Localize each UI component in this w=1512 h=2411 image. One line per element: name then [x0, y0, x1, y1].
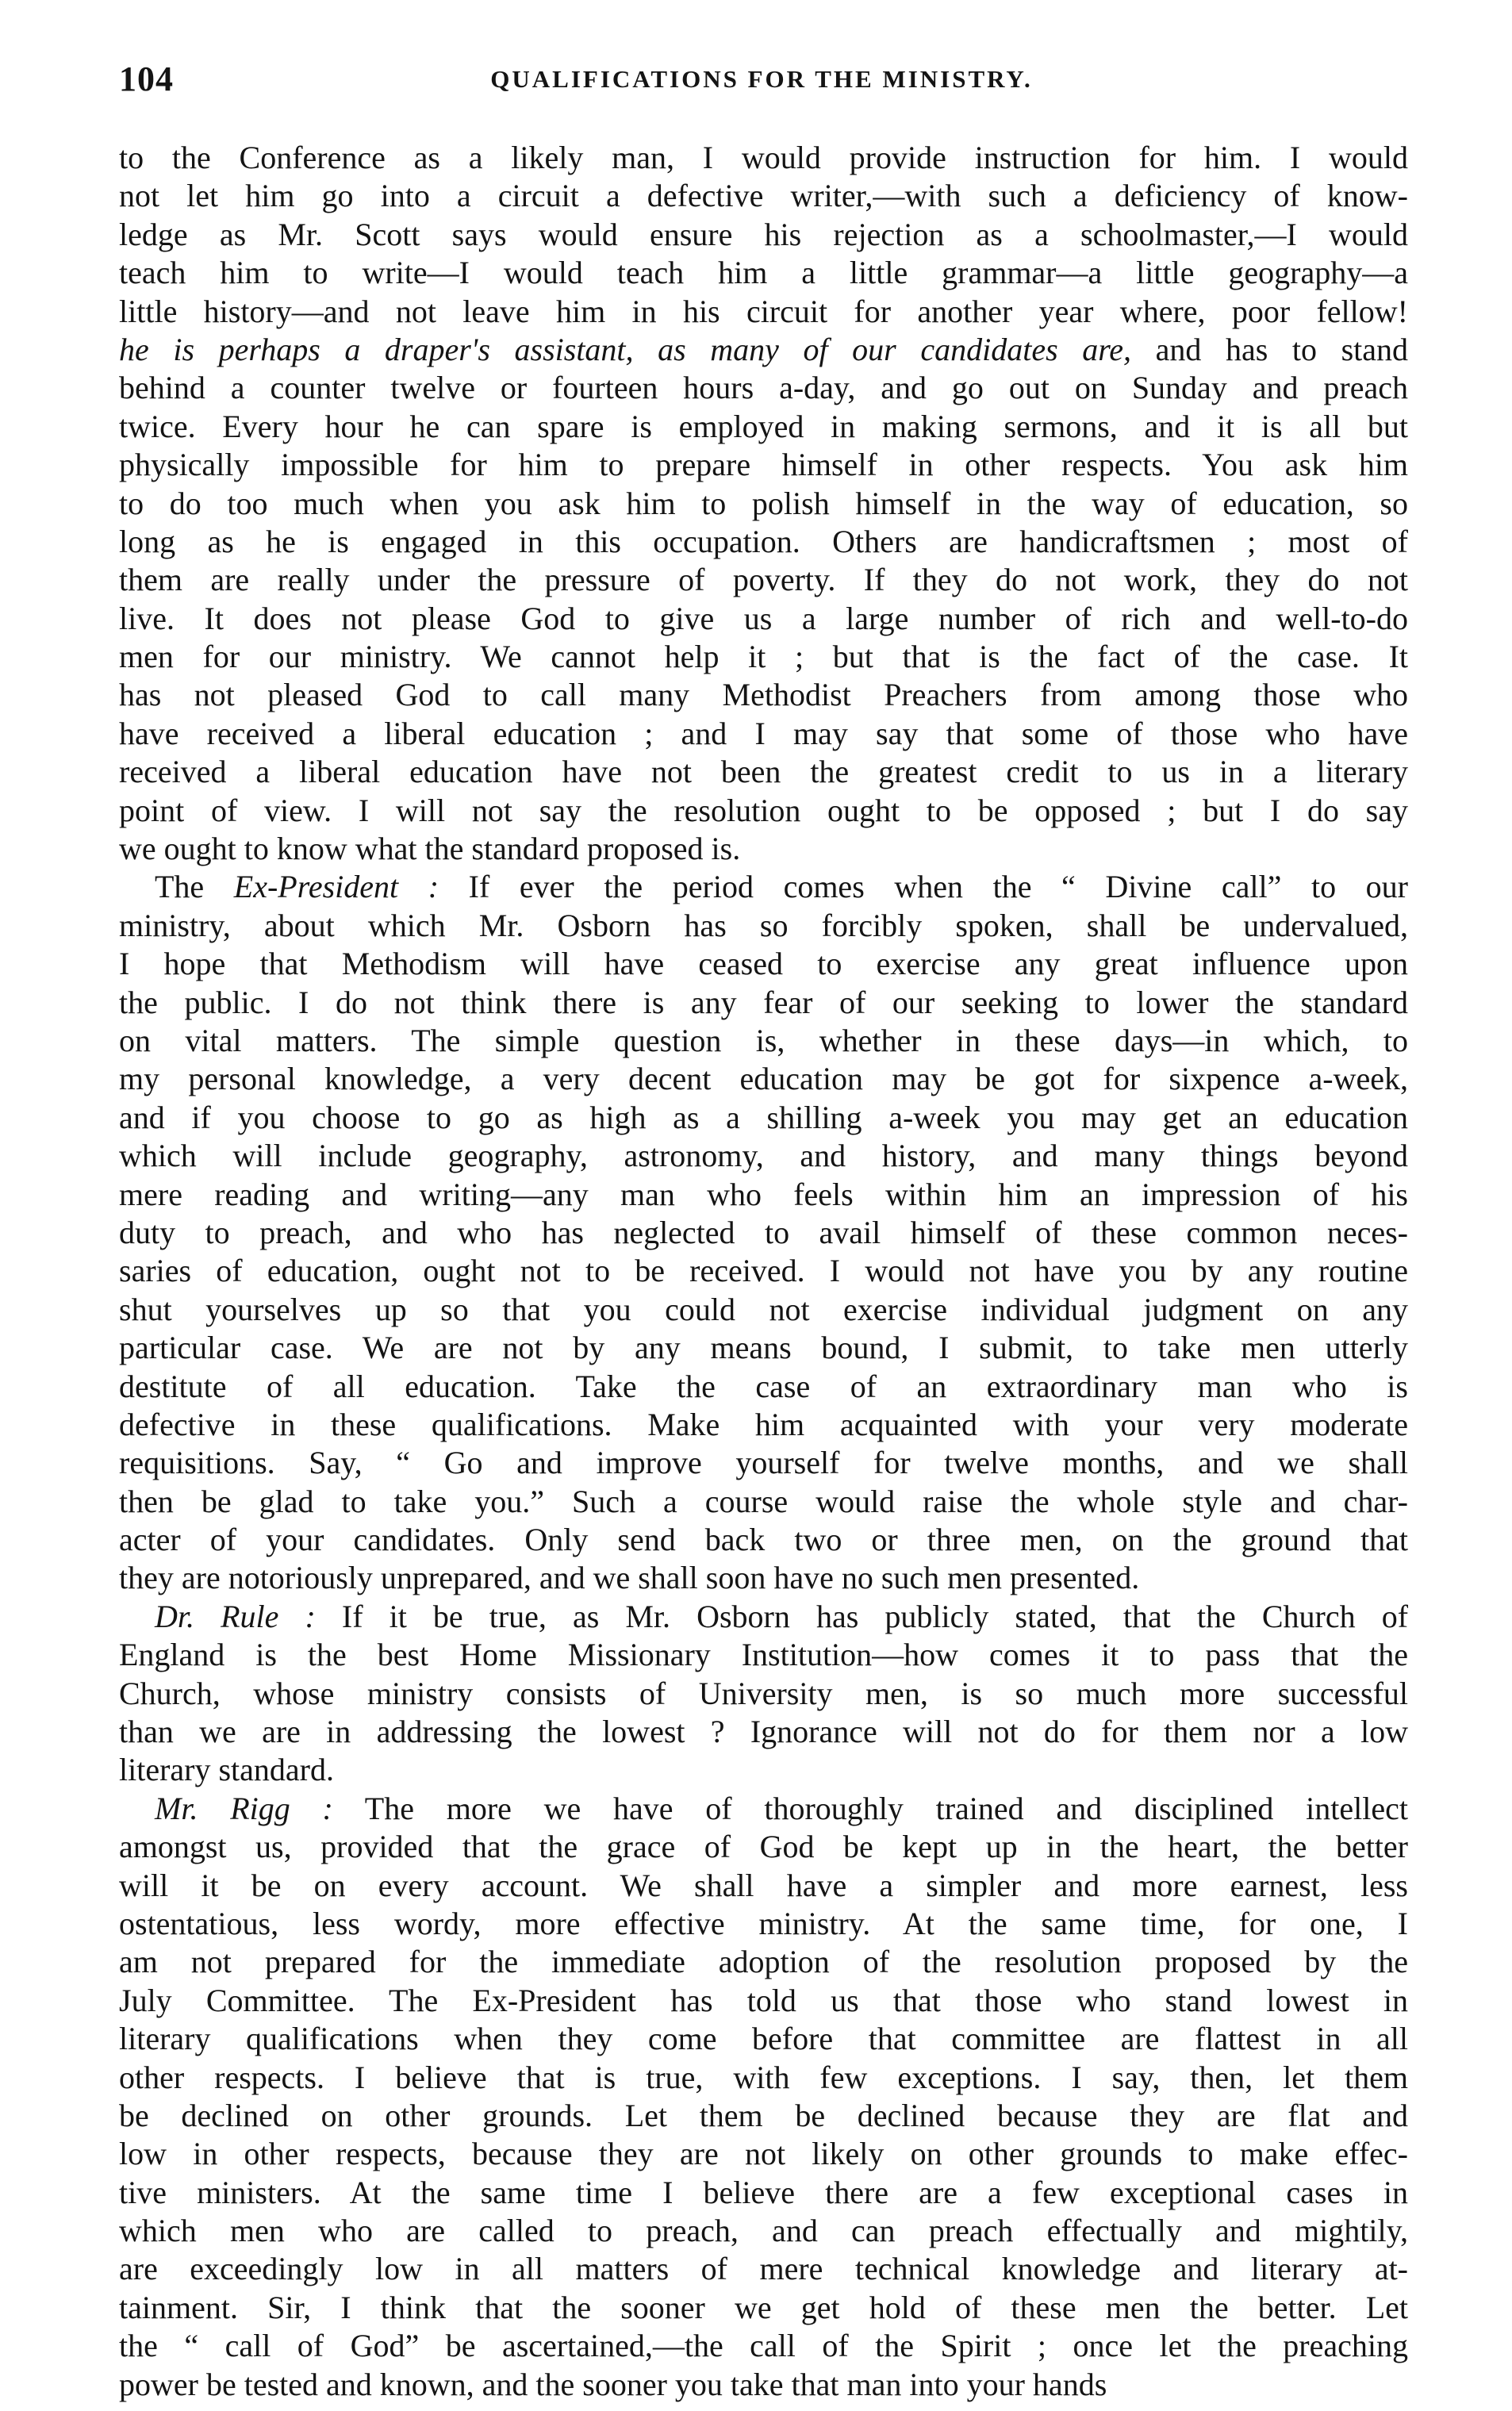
- line-text: am not prepared for the immediate adoption of the resolution proposed by the: [119, 1944, 1408, 1980]
- text-line: [119, 1751, 1408, 1789]
- line-text: destitute of all education. Take the case of an extraordinary man who is: [119, 1368, 1408, 1404]
- text-line: [119, 907, 1408, 945]
- body-text: [119, 139, 1408, 2404]
- line-text: duty to preach, and who has neglected to avail himself of these common neces-: [119, 1214, 1408, 1250]
- line-lead: The: [155, 869, 234, 905]
- text-line: [119, 1291, 1408, 1329]
- running-title: QUALIFICATIONS FOR THE MINISTRY.: [490, 65, 1033, 93]
- line-text: England is the best Home Missionary Institution—how comes it to pass that the: [119, 1637, 1408, 1673]
- text-line: [119, 1444, 1408, 1482]
- line-text: they are notoriously unprepared, and we shall soon have no such men presented.: [119, 1560, 1140, 1596]
- text-line: [119, 2097, 1408, 2135]
- line-text: literary standard.: [119, 1752, 334, 1788]
- text-line: [119, 2135, 1408, 2173]
- line-text: which will include geography, astronomy, and history, and many things beyond: [119, 1138, 1408, 1174]
- speaker-name: Mr. Rigg :: [155, 1790, 333, 1826]
- line-text: physically impossible for him to prepare himself in other respects. You ask him: [119, 447, 1408, 483]
- line-text: and has to stand: [1131, 331, 1408, 367]
- text-line: [119, 369, 1408, 407]
- text-line: [119, 753, 1408, 791]
- text-line: [119, 1982, 1408, 2020]
- line-text: behind a counter twelve or fourteen hours a-day, and go out on Sunday and preach: [119, 370, 1408, 406]
- text-line: [119, 1943, 1408, 1981]
- line-text: to the Conference as a likely man, I would provide instruction for him. I would: [119, 140, 1408, 175]
- line-text: have received a liberal education ; and I may say that some of those who have: [119, 715, 1408, 751]
- text-line: [119, 1598, 1408, 1636]
- line-text: mere reading and writing—any man who feels within him an impression of his: [119, 1176, 1408, 1212]
- text-line: [119, 293, 1408, 331]
- text-line: [119, 1867, 1408, 1905]
- line-text: acter of your candidates. Only send back two or three men, on the ground that: [119, 1522, 1408, 1558]
- text-line: [119, 945, 1408, 983]
- text-line: [119, 1790, 1408, 1828]
- text-line: [119, 523, 1408, 561]
- line-text: Church, whose ministry consists of University men, is so much more successful: [119, 1675, 1408, 1711]
- line-text: twice. Every hour he can spare is employed in making sermons, and it is all but: [119, 408, 1408, 444]
- text-line: [119, 1214, 1408, 1252]
- line-text: shut yourselves up so that you could not exercise individual judgment on any: [119, 1291, 1408, 1327]
- text-line: [119, 1252, 1408, 1290]
- line-text: the public. I do not think there is any fear of our seeking to lower the standard: [119, 984, 1408, 1020]
- line-text: received a liberal education have not been the greatest credit to us in a literary: [119, 754, 1408, 790]
- page-number: 104: [119, 60, 174, 98]
- text-line: [119, 2250, 1408, 2288]
- line-text: has not pleased God to call many Methodist Preachers from among those who: [119, 677, 1408, 713]
- line-text: tive ministers. At the same time I believe there are a few exceptional cases in: [119, 2174, 1408, 2210]
- text-line: [119, 561, 1408, 599]
- line-text: particular case. We are not by any means bound, I submit, to take men utterly: [119, 1330, 1408, 1366]
- text-line: [119, 638, 1408, 676]
- text-line: [119, 1483, 1408, 1521]
- text-line: [119, 1828, 1408, 1866]
- line-text: them are really under the pressure of poverty. If they do not work, they do not: [119, 562, 1408, 598]
- line-text: low in other respects, because they are not likely on other grounds to make effec-: [119, 2136, 1408, 2172]
- text-line: [119, 1368, 1408, 1406]
- text-line: [119, 715, 1408, 753]
- line-text: defective in these qualifications. Make him acquainted with your very moderate: [119, 1406, 1408, 1442]
- text-line: [119, 2059, 1408, 2097]
- line-text: my personal knowledge, a very decent education may be got for sixpence a-week,: [119, 1061, 1408, 1097]
- text-line: [119, 1099, 1408, 1137]
- line-text: we ought to know what the standard proposed is.: [119, 831, 741, 867]
- line-text: ledge as Mr. Scott says would ensure his rejection as a schoolmaster,—I would: [119, 216, 1408, 252]
- text-line: [119, 2020, 1408, 2058]
- text-line: [119, 600, 1408, 638]
- speaker-name: Ex-President :: [233, 869, 439, 905]
- line-text: on vital matters. The simple question is, whether in these days—in which, to: [119, 1022, 1408, 1058]
- line-text: will it be on every account. We shall have a simpler and more earnest, less: [119, 1867, 1408, 1903]
- line-text: little history—and not leave him in his circuit for another year where, poor fellow!: [119, 293, 1408, 329]
- text-line: [119, 1905, 1408, 1943]
- line-text: point of view. I will not say the resolution ought to be opposed ; but I do say: [119, 792, 1408, 828]
- line-text: saries of education, ought not to be received. I would not have you by any routine: [119, 1253, 1408, 1289]
- line-text: the “ call of God” be ascertained,—the call of the Spirit ; once let the preaching: [119, 2328, 1408, 2364]
- line-text: If it be true, as Mr. Osborn has publicly stated, that the Church of: [315, 1598, 1408, 1634]
- speaker-name: he is perhaps a draper's assistant, as many of our candidates are,: [119, 331, 1132, 367]
- text-line: [119, 792, 1408, 830]
- text-line: [119, 1022, 1408, 1060]
- speaker-name: Dr. Rule :: [155, 1598, 316, 1634]
- running-head: [119, 56, 1404, 103]
- text-line: [119, 408, 1408, 446]
- text-line: [119, 2289, 1408, 2327]
- text-line: [119, 1713, 1408, 1751]
- line-text: power be tested and known, and the sooner you take that man into your hands: [119, 2366, 1107, 2402]
- line-text: men for our ministry. We cannot help it ; but that is the fact of the case. It: [119, 639, 1408, 675]
- line-text: than we are in addressing the lowest ? Ignorance will not do for them nor a low: [119, 1714, 1408, 1750]
- text-line: [119, 1329, 1408, 1367]
- text-line: [119, 868, 1408, 906]
- line-text: then be glad to take you.” Such a course would raise the whole style and char-: [119, 1483, 1408, 1519]
- text-line: [119, 1521, 1408, 1559]
- line-text: I hope that Methodism will have ceased to exercise any great influence upon: [119, 946, 1408, 982]
- line-text: not let him go into a circuit a defective writer,—with such a deficiency of know-: [119, 178, 1408, 214]
- line-text: literary qualifications when they come before that committee are flattest in all: [119, 2021, 1408, 2057]
- line-text: to do too much when you ask him to polish himself in the way of education, so: [119, 485, 1408, 521]
- text-line: [119, 2174, 1408, 2212]
- line-text: which men who are called to preach, and can preach effectually and mightily,: [119, 2213, 1408, 2249]
- line-text: If ever the period comes when the “ Divine call” to our: [439, 869, 1408, 905]
- line-text: and if you choose to go as high as a shilling a-week you may get an education: [119, 1099, 1408, 1135]
- line-text: July Committee. The Ex-President has told us that those who stand lowest in: [119, 1982, 1408, 2018]
- text-line: [119, 139, 1408, 177]
- text-line: [119, 2212, 1408, 2250]
- text-line: [119, 2327, 1408, 2365]
- line-text: other respects. I believe that is true, with few exceptions. I say, then, let them: [119, 2059, 1408, 2095]
- text-line: [119, 331, 1408, 369]
- text-line: [119, 1137, 1408, 1175]
- text-line: [119, 446, 1408, 484]
- line-text: teach him to write—I would teach him a little grammar—a little geography—a: [119, 255, 1408, 291]
- text-line: [119, 1675, 1408, 1713]
- text-line: [119, 254, 1408, 292]
- text-line: [119, 1559, 1408, 1597]
- line-text: ostentatious, less wordy, more effective ministry. At the same time, for one, I: [119, 1905, 1408, 1941]
- line-text: ministry, about which Mr. Osborn has so forcibly spoken, shall be undervalued,: [119, 907, 1408, 943]
- line-text: long as he is engaged in this occupation. Others are handicraftsmen ; most of: [119, 523, 1408, 559]
- text-line: [119, 177, 1408, 215]
- line-text: live. It does not please God to give us a large number of rich and well-to-do: [119, 600, 1408, 636]
- text-line: [119, 216, 1408, 254]
- text-line: [119, 830, 1408, 868]
- text-line: [119, 485, 1408, 523]
- text-line: [119, 2366, 1408, 2404]
- text-line: [119, 1060, 1408, 1098]
- line-text: requisitions. Say, “ Go and improve yourself for twelve months, and we shall: [119, 1445, 1408, 1481]
- text-line: [119, 676, 1408, 714]
- text-line: [119, 1176, 1408, 1214]
- line-text: amongst us, provided that the grace of God be kept up in the heart, the better: [119, 1829, 1408, 1865]
- text-line: [119, 1636, 1408, 1674]
- line-text: are exceedingly low in all matters of mere technical knowledge and literary at-: [119, 2251, 1408, 2287]
- text-line: [119, 1406, 1408, 1444]
- text-line: [119, 984, 1408, 1022]
- line-text: The more we have of thoroughly trained and disciplined intellect: [332, 1790, 1408, 1826]
- line-text: be declined on other grounds. Let them be declined because they are flat and: [119, 2097, 1408, 2133]
- line-text: tainment. Sir, I think that the sooner we get hold of these men the better. Let: [119, 2289, 1408, 2325]
